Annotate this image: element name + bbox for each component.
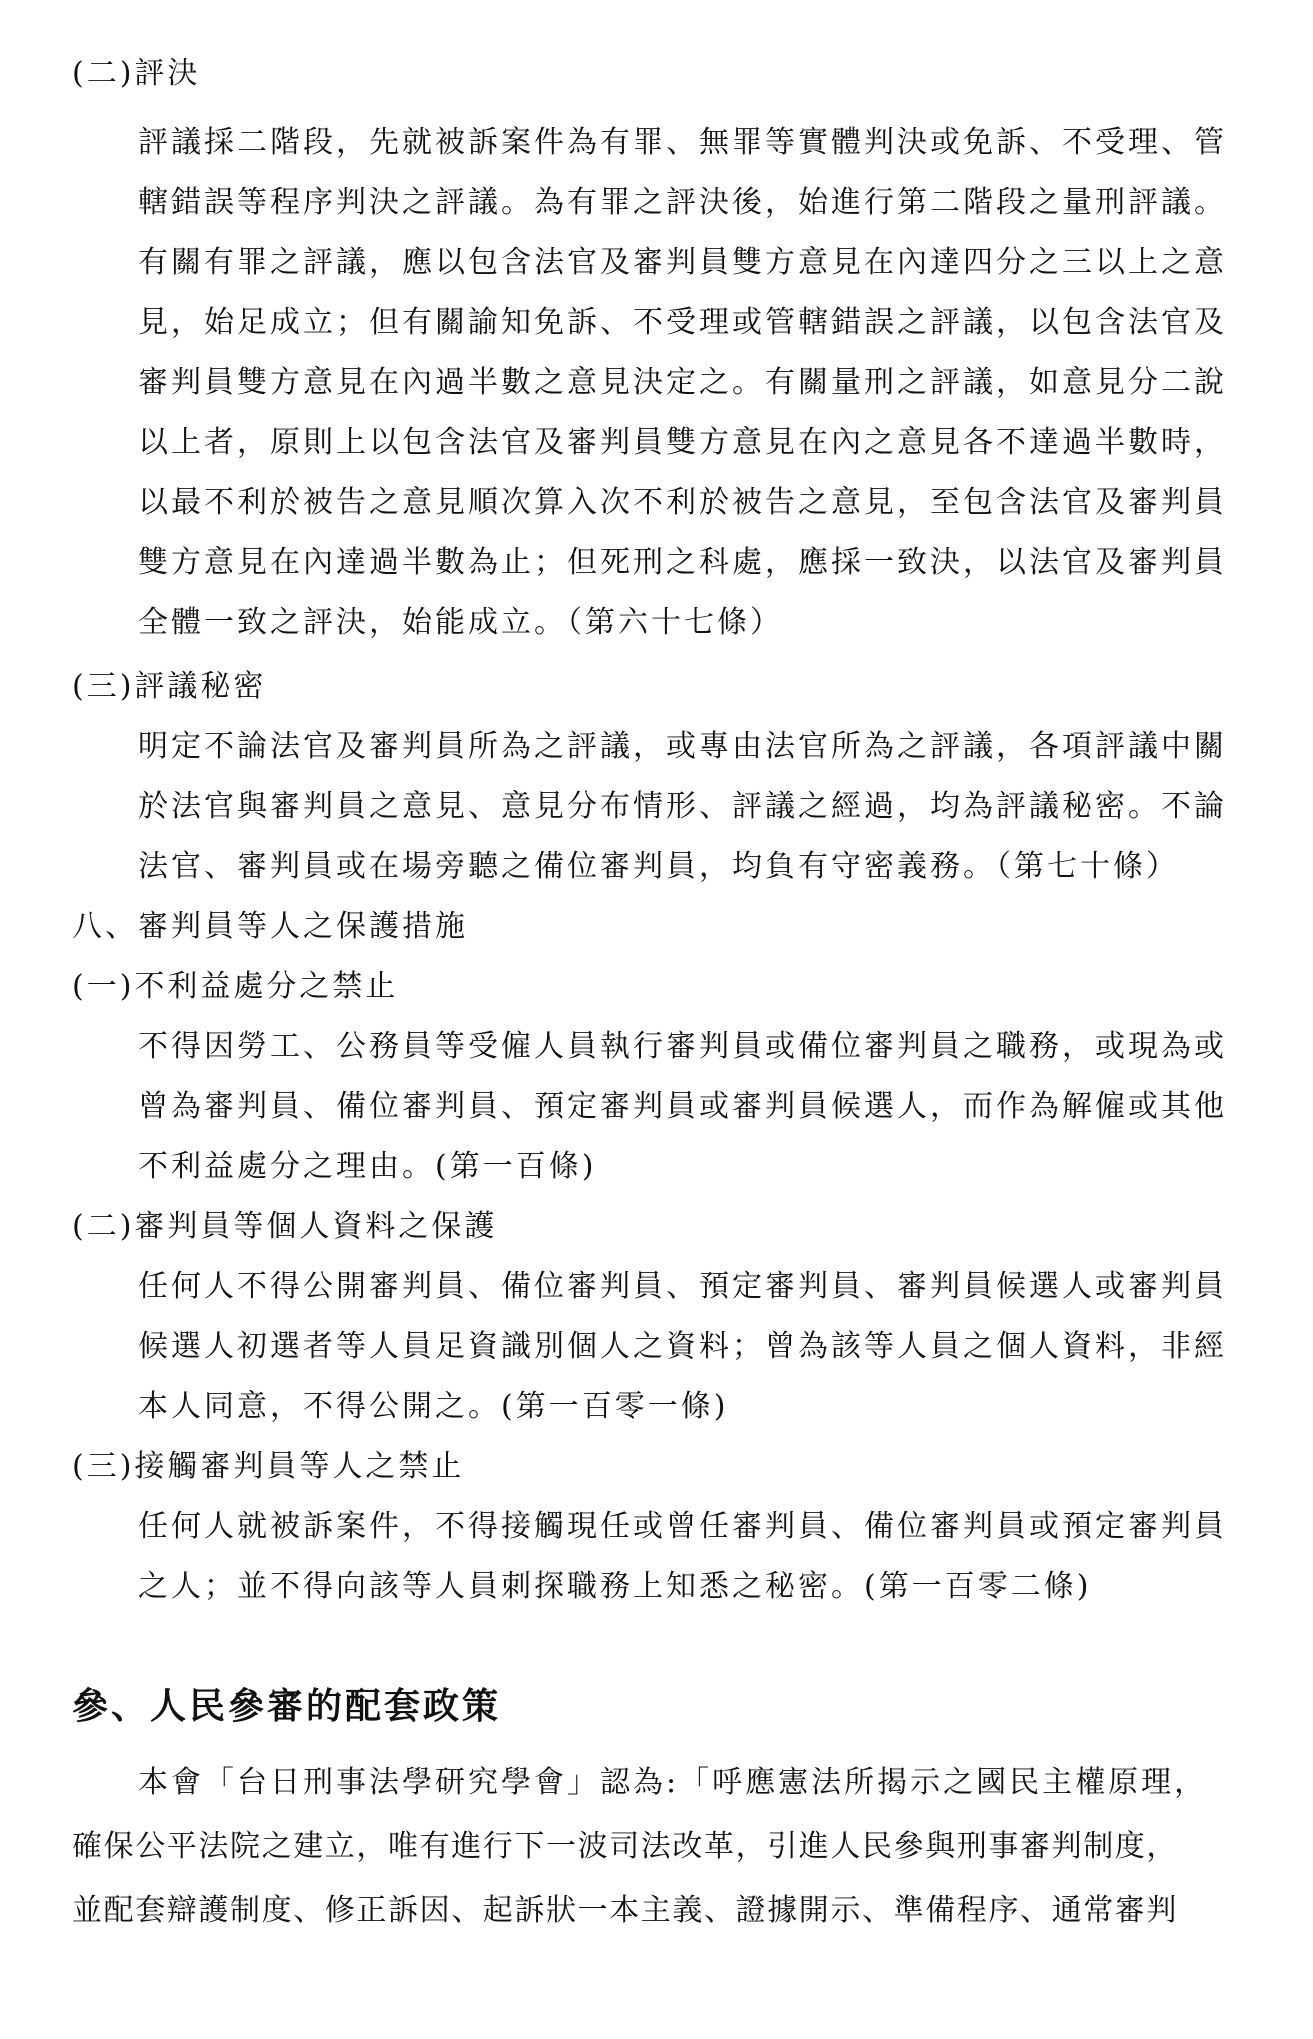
personal-data-line: 本人同意，不得公開之。(第一百零一條) (138, 1389, 729, 1424)
verdict-line: 轄錯誤等程序判決之評議。為有罪之評決後，始進行第二階段之量刑評議。 (138, 185, 1227, 220)
verdict-line: 全體一致之評決，始能成立。（第六十七條） (138, 605, 783, 640)
contact-line: 任何人就被訴案件，不得接觸現任或曾任審判員、備位審判員或預定審判員 (138, 1509, 1227, 1544)
section3-title: 參、人民參審的配套政策 (72, 1686, 502, 1727)
verdict-line: 以上者，原則上以包含法官及審判員雙方意見在內之意見各不達過半數時， (138, 425, 1227, 460)
contact-heading: (三)接觸審判員等人之禁止 (72, 1449, 465, 1484)
verdict-line: 見，始足成立；但有關諭知免訴、不受理或管轄錯誤之評議，以包含法官及 (138, 305, 1227, 340)
verdict-line: 評議採二階段，先就被訴案件為有罪、無罪等實體判決或免訴、不受理、管 (138, 125, 1227, 160)
personal-data-heading: (二)審判員等個人資料之保護 (72, 1209, 498, 1244)
secrecy-line: 明定不論法官及審判員所為之評議，或專由法官所為之評議，各項評議中關 (138, 729, 1227, 764)
verdict-line: 以最不利於被告之意見順次算入次不利於被告之意見，至包含法官及審判員 (138, 485, 1227, 520)
section3-line: 確保公平法院之建立，唯有進行下一波司法改革，引進人民參與刑事審判制度， (72, 1829, 1178, 1864)
adverse-line: 不得因勞工、公務員等受僱人員執行審判員或備位審判員之職務，或現為或 (138, 1029, 1227, 1064)
secrecy-line: 於法官與審判員之意見、意見分布情形、評議之經過，均為評議秘密。不論 (138, 789, 1227, 824)
adverse-heading: (一)不利益處分之禁止 (72, 969, 399, 1004)
secrecy-heading: (三)評議秘密 (72, 669, 267, 704)
section3-line: 本會「台日刑事法學研究學會」認為:「呼應憲法所揭示之國民主權原理， (138, 1765, 1208, 1800)
verdict-line: 有關有罪之評議，應以包含法官及審判員雙方意見在內達四分之三以上之意 (138, 245, 1227, 280)
contact-line: 之人；並不得向該等人員刺探職務上知悉之秘密。(第一百零二條) (138, 1569, 1092, 1604)
section3-line: 並配套辯護制度、修正訴因、起訴狀一本主義、證據開示、準備程序、通常審判 (72, 1893, 1178, 1928)
personal-data-line: 任何人不得公開審判員、備位審判員、預定審判員、審判員候選人或審判員 (138, 1269, 1227, 1304)
secrecy-line: 法官、審判員或在場旁聽之備位審判員，均負有守密義務。（第七十條） (138, 849, 1179, 884)
verdict-line: 審判員雙方意見在內過半數之意見決定之。有關量刑之評議，如意見分二說 (138, 365, 1227, 400)
adverse-line: 不利益處分之理由。(第一百條) (138, 1149, 597, 1184)
verdict-line: 雙方意見在內達過半數為止；但死刑之科處，應採一致決，以法官及審判員 (138, 545, 1227, 580)
verdict-heading: (二)評決 (72, 56, 201, 91)
adverse-line: 曾為審判員、備位審判員、預定審判員或審判員候選人，而作為解僱或其他 (138, 1089, 1227, 1124)
protection-heading: 八、審判員等人之保護措施 (72, 909, 468, 944)
personal-data-line: 候選人初選者等人員足資識別個人之資料；曾為該等人員之個人資料，非經 (138, 1329, 1227, 1364)
